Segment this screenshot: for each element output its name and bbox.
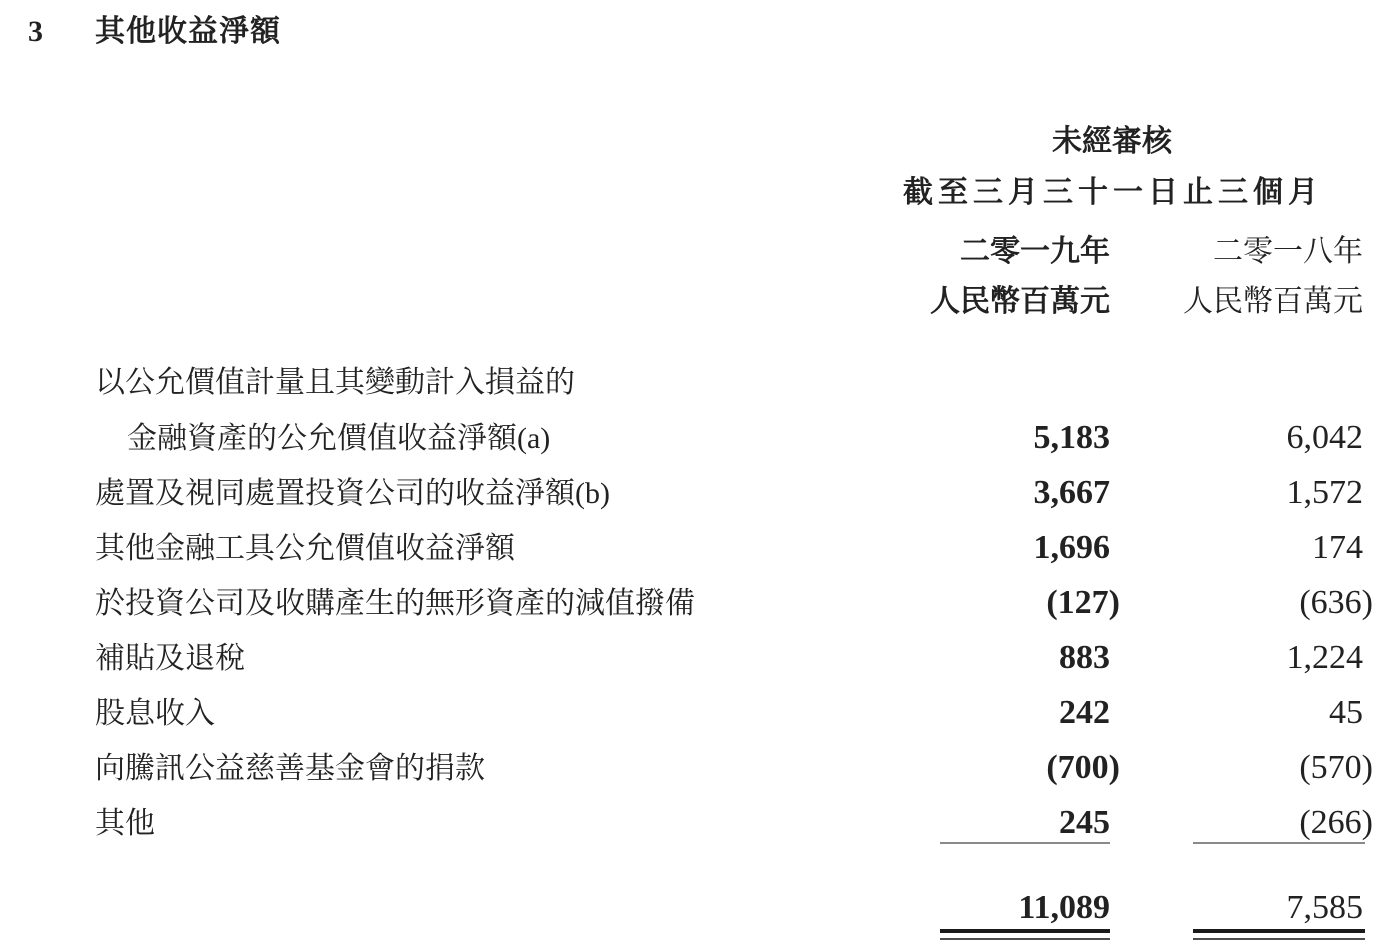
table-row [95,795,1373,850]
table-body [95,355,1373,850]
subtotal-rule-2019 [940,842,1110,844]
total-row [95,880,1363,935]
table-row [95,575,1373,630]
table-row [95,410,1363,465]
unit-2019-label: 人民幣百萬元 [930,285,1110,318]
table-row [95,740,1373,795]
value-2018: (636) [1299,584,1373,621]
value-2018: 1,572 [1286,474,1363,511]
period-label: 截至三月三十一日止三個月 [903,176,1323,209]
total-rule-2018 [1193,929,1365,940]
value-2018: 45 [1329,694,1363,731]
row-label: 向騰訊公益慈善基金會的捐款 [95,752,485,785]
value-2019: (700) [1046,749,1120,786]
value-2018: (570) [1299,749,1373,786]
value-2019: 1,696 [1033,529,1110,566]
total-rule-2019 [940,929,1110,940]
year-2018-label: 二零一八年 [1213,235,1363,268]
value-2018: 174 [1312,529,1363,566]
table-row [95,685,1363,740]
section-number: 3 [28,15,43,48]
year-2019-label: 二零一九年 [960,235,1110,268]
subtotal-rule-2018 [1193,842,1365,844]
row-label: 金融資產的公允價值收益淨額(a) [127,422,551,455]
row-label: 於投資公司及收購產生的無形資產的減值撥備 [95,587,695,620]
table-row [95,355,1363,410]
value-2019: 883 [1059,639,1110,676]
table-row [95,465,1363,520]
table-row [95,630,1363,685]
row-label: 以公允價值計量且其變動計入損益的 [95,366,575,399]
section-title: 其他收益淨額 [95,15,281,48]
total-value-2019: 11,089 [1018,889,1110,926]
value-2019: 3,667 [1033,474,1110,511]
unit-2018-label: 人民幣百萬元 [1183,285,1363,318]
unaudited-label: 未經審核 [1052,125,1172,158]
value-2019: (127) [1046,584,1120,621]
table-row [95,520,1363,575]
row-label: 處置及視同處置投資公司的收益淨額(b) [95,477,610,510]
value-2019: 242 [1059,694,1110,731]
row-label: 股息收入 [95,697,215,730]
value-2018: 6,042 [1286,419,1363,456]
value-2018: 1,224 [1286,639,1363,676]
value-2019: 5,183 [1033,419,1110,456]
total-value-2018: 7,585 [1286,889,1363,926]
row-label: 其他 [95,807,155,840]
row-label: 補貼及退稅 [95,642,245,675]
row-label: 其他金融工具公允價值收益淨額 [95,532,515,565]
value-2019: 245 [1059,804,1110,841]
value-2018: (266) [1299,804,1373,841]
